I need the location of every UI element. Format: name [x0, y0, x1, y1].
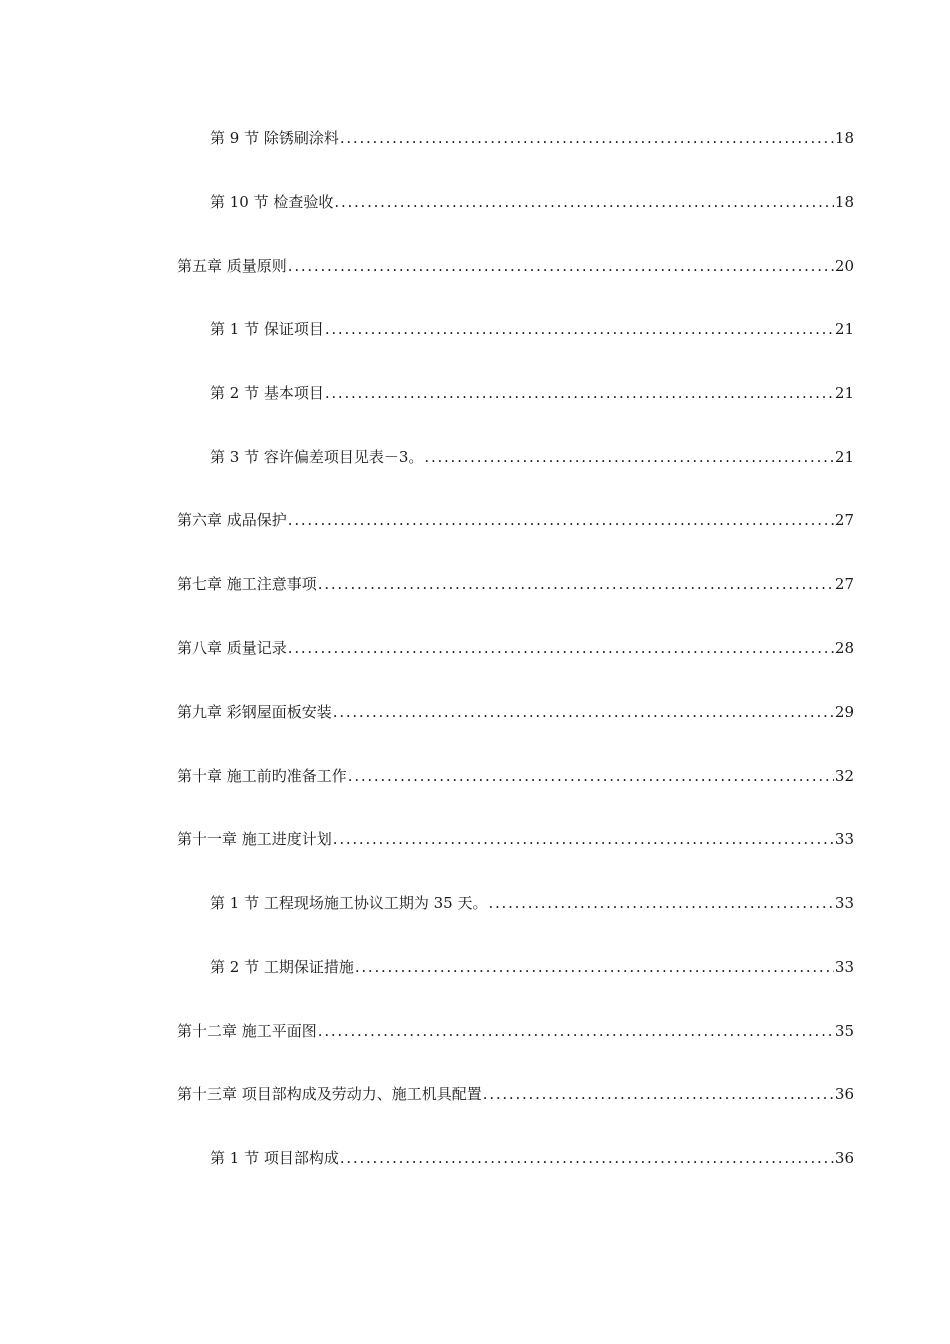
toc-leader-dots: [483, 1084, 834, 1104]
toc-page-number: 36: [834, 1149, 854, 1167]
toc-leader-dots: [325, 383, 834, 403]
toc-entry-chapter-10[interactable]: [177, 766, 854, 786]
toc-leader-dots: [325, 319, 834, 339]
toc-entry-label: 第 10 节 检查验收: [210, 193, 334, 211]
toc-page-number: 36: [834, 1085, 854, 1103]
toc-entry-chapter-12[interactable]: [177, 1021, 854, 1041]
toc-page-number: 20: [834, 257, 854, 275]
toc-entry-section-1[interactable]: [210, 319, 854, 339]
toc-entry-label: 第 1 节 项目部构成: [210, 1149, 339, 1167]
toc-leader-dots: [288, 256, 834, 276]
toc-page-number: 21: [834, 448, 854, 466]
toc-page-number: 33: [834, 894, 854, 912]
toc-entry-label: 第 3 节 容许偏差项目见表－3。: [210, 448, 424, 466]
toc-entry-section-10[interactable]: [210, 192, 854, 212]
toc-leader-dots: [288, 638, 834, 658]
toc-page-number: 32: [834, 767, 854, 785]
toc-entry-label: 第 2 节 基本项目: [210, 384, 324, 402]
toc-entry-chapter-6[interactable]: [177, 510, 854, 530]
toc-entry-chapter-11[interactable]: [177, 829, 854, 849]
toc-leader-dots: [488, 893, 833, 913]
toc-entry-label: 第十三章 项目部构成及劳动力、施工机具配置: [177, 1085, 482, 1103]
toc-leader-dots: [333, 702, 834, 722]
toc-entry-section-2[interactable]: [210, 383, 854, 403]
toc-page-number: 35: [834, 1022, 854, 1040]
toc-leader-dots: [355, 957, 834, 977]
toc-entry-section-3[interactable]: [210, 447, 854, 467]
toc-leader-dots: [318, 1021, 834, 1041]
toc-entry-chapter-8[interactable]: [177, 638, 854, 658]
toc-page-number: 27: [834, 575, 854, 593]
toc-entry-label: 第 1 节 保证项目: [210, 320, 324, 338]
toc-page-number: 33: [834, 830, 854, 848]
toc-page-number: 27: [834, 511, 854, 529]
toc-leader-dots: [340, 128, 834, 148]
toc-page-number: 28: [834, 639, 854, 657]
toc-page-number: 29: [834, 703, 854, 721]
toc-entry-section-1[interactable]: [210, 1148, 854, 1168]
toc-entry-label: 第十二章 施工平面图: [177, 1022, 317, 1040]
toc-entry-chapter-5[interactable]: [177, 256, 854, 276]
toc-leader-dots: [333, 829, 834, 849]
toc-entry-chapter-7[interactable]: [177, 574, 854, 594]
toc-page-number: 21: [834, 384, 854, 402]
toc-leader-dots: [340, 1148, 834, 1168]
toc-entry-label: 第八章 质量记录: [177, 639, 287, 657]
toc-leader-dots: [348, 766, 834, 786]
toc-entry-chapter-9[interactable]: [177, 702, 854, 722]
toc-page-number: 18: [834, 129, 854, 147]
toc-leader-dots: [334, 192, 834, 212]
toc-page-number: 18: [834, 193, 854, 211]
toc-entry-label: 第六章 成品保护: [177, 511, 287, 529]
toc-entry-section-9[interactable]: [210, 128, 854, 148]
toc-entry-label: 第五章 质量原则: [177, 257, 287, 275]
toc-page-number: 21: [834, 320, 854, 338]
toc-entry-label: 第十章 施工前旳准备工作: [177, 767, 347, 785]
toc-page-number: 33: [834, 958, 854, 976]
toc-entry-label: 第十一章 施工进度计划: [177, 830, 332, 848]
toc-leader-dots: [288, 510, 834, 530]
toc-entry-label: 第 1 节 工程现场施工协议工期为 35 天。: [210, 894, 488, 912]
toc-entry-label: 第 9 节 除锈刷涂料: [210, 129, 339, 147]
toc-entry-chapter-13[interactable]: [177, 1084, 854, 1104]
toc-entry-label: 第七章 施工注意事项: [177, 575, 317, 593]
toc-entry-section-2[interactable]: [210, 957, 854, 977]
toc-entry-section-1[interactable]: [210, 893, 854, 913]
toc-leader-dots: [424, 447, 834, 467]
toc-entry-label: 第九章 彩钢屋面板安装: [177, 703, 332, 721]
toc-leader-dots: [318, 574, 834, 594]
toc-entry-label: 第 2 节 工期保证措施: [210, 958, 354, 976]
